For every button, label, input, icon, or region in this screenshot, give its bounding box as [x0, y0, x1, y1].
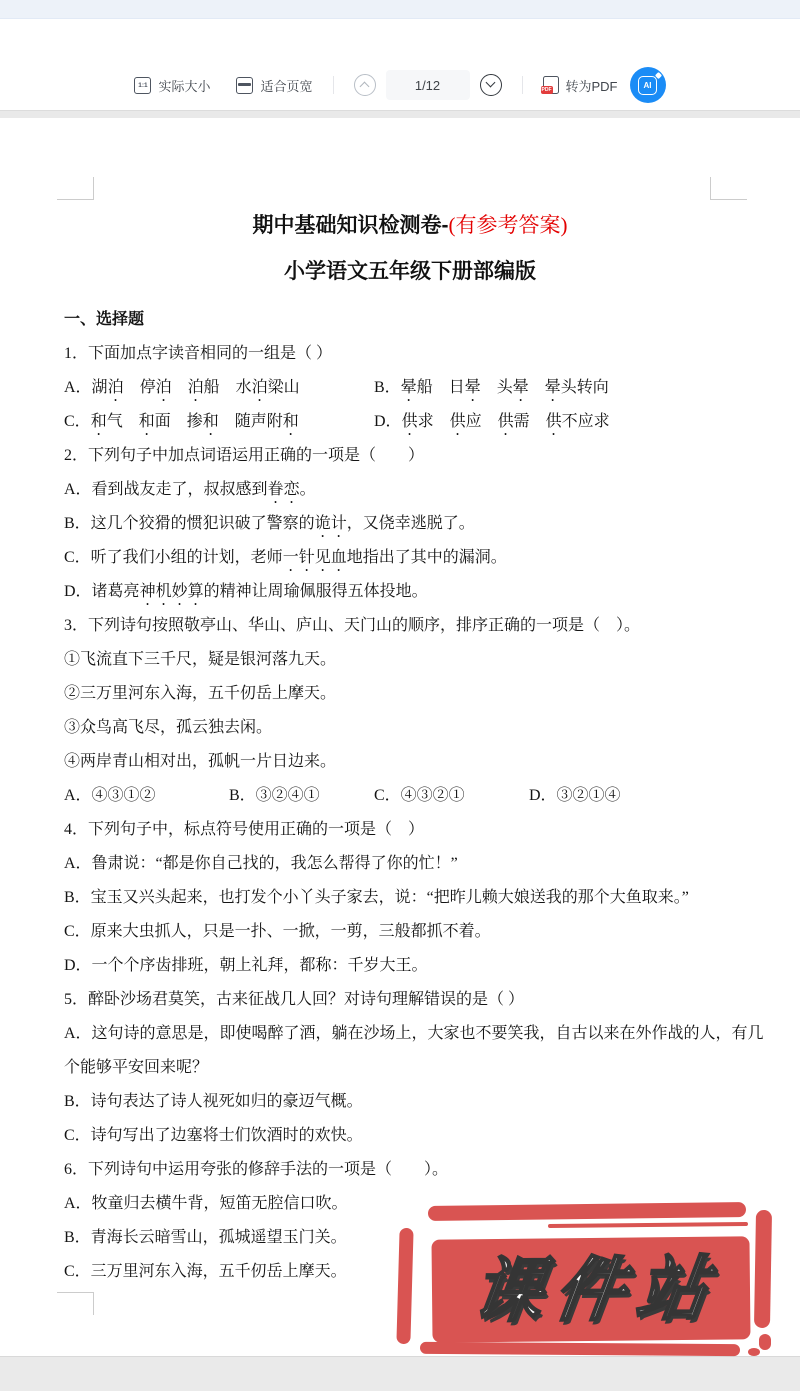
- question-list: [64, 303, 764, 1289]
- option-cell: D．供求 供应 供需 供不应求: [374, 413, 610, 430]
- page-margin-mark: [57, 177, 94, 200]
- stamp-border: [748, 1348, 760, 1356]
- document-subtitle: 小学语文五年级下册部编版: [284, 260, 536, 283]
- question-line: 6．下列诗句中运用夸张的修辞手法的一项是（ ）。: [64, 1161, 449, 1178]
- actual-size-icon: 1:1: [134, 77, 151, 94]
- question-line: A．牧童归去横牛背，短笛无腔信口吹。: [64, 1195, 348, 1212]
- fit-width-button[interactable]: [236, 76, 312, 95]
- question-line: D．诸葛亮神机妙算的精神让周瑜佩服得五体投地。: [64, 583, 428, 600]
- actual-size-button[interactable]: [134, 76, 210, 95]
- stamp-border: [759, 1334, 771, 1350]
- question-line: A．看到战友走了，叔叔感到眷恋。: [64, 481, 316, 498]
- document-page: [0, 118, 800, 1356]
- title-answer-note: (有参考答案): [448, 213, 568, 237]
- question-line: 1．下面加点字读音相同的一组是（ ）: [64, 345, 333, 362]
- document-title: [64, 202, 756, 249]
- option-cell: B．③②④①: [229, 787, 320, 804]
- option-cell: A．湖泊 停泊 泊船 水泊梁山: [64, 379, 300, 396]
- question-line: ④两岸青山相对出，孤帆一片日边来。: [64, 753, 337, 770]
- stamp-border: [428, 1202, 746, 1221]
- option-cell: A．④③①②: [64, 787, 156, 804]
- question-line: A．鲁肃说：“都是你自己找的，我怎么帮得了你的忙！”: [64, 855, 458, 872]
- question-line: C．原来大虫抓人，只是一扑、一掀，一剪，三般都抓不着。: [64, 923, 491, 940]
- kejianzhan-stamp: [398, 1194, 790, 1356]
- question-line: B．这几个狡猾的惯犯识破了警察的诡计，又侥幸逃脱了。: [64, 515, 475, 532]
- toolbar-separator: [333, 76, 334, 94]
- question-line: C．三万里河东入海，五千仞岳上摩天。: [64, 1263, 347, 1280]
- stamp-text: 课件站: [467, 1249, 725, 1330]
- stamp-border: [420, 1342, 740, 1356]
- convert-to-pdf-label: 转为PDF: [565, 78, 618, 94]
- question-line: 4．下列句子中，标点符号使用正确的一项是（ ）: [64, 821, 425, 838]
- question-line: [64, 779, 756, 813]
- question-line: 个能够平安回来呢？: [64, 1059, 209, 1076]
- ai-icon: AI: [638, 76, 657, 95]
- question-line: ②三万里河东入海，五千仞岳上摩天。: [64, 685, 337, 702]
- option-cell: C．④③②①: [374, 787, 465, 804]
- next-page-button[interactable]: [480, 74, 502, 96]
- question-line: ①飞流直下三千尺，疑是银河落九天。: [64, 651, 337, 668]
- question-line: [64, 371, 756, 405]
- toolbar-separator: [522, 76, 523, 94]
- convert-to-pdf-button[interactable]: [543, 76, 618, 95]
- question-line: ③众鸟高飞尽，孤云独去闲。: [64, 719, 273, 736]
- stamp-border: [754, 1210, 772, 1328]
- pdf-document-icon: [543, 76, 559, 94]
- document-content: [64, 202, 764, 1289]
- page-margin-mark: [57, 1292, 94, 1315]
- ai-assistant-button[interactable]: [630, 67, 666, 103]
- question-line: [64, 405, 756, 439]
- fit-width-label: 适合页宽: [260, 78, 313, 94]
- actual-size-label: 实际大小: [158, 78, 211, 94]
- browser-top-strip: [0, 0, 800, 19]
- question-line: B．青海长云暗雪山，孤城遥望玉门关。: [64, 1229, 347, 1246]
- question-line: 5．醉卧沙场君莫笑，古来征战几人回？对诗句理解错误的是（ ）: [64, 991, 525, 1008]
- option-cell: D．③②①④: [529, 787, 621, 804]
- option-cell: B．晕船 日晕 头晕 晕头转向: [374, 379, 609, 396]
- question-line: 2．下列句子中加点词语运用正确的一项是（ ）: [64, 447, 425, 464]
- page-indicator[interactable]: 1/12: [386, 70, 470, 100]
- previous-page-button[interactable]: [354, 74, 376, 96]
- chevron-up-icon: [359, 82, 369, 92]
- question-line: A．这句诗的意思是，即使喝醉了酒，躺在沙场上，大家也不要笑我，自古以来在外作战的人，有几: [64, 1025, 764, 1042]
- viewer-toolbar: [0, 60, 800, 110]
- option-cell: C．和气 和面 掺和 随声附和: [64, 413, 299, 430]
- title-main: 期中基础知识检测卷-: [252, 214, 449, 237]
- page-margin-mark: [710, 177, 747, 200]
- stamp-body: [431, 1236, 750, 1342]
- question-line: C．听了我们小组的计划，老师一针见血地指出了其中的漏洞。: [64, 549, 507, 566]
- page-gap: [0, 1356, 800, 1391]
- question-line: B．诗句表达了诗人视死如归的豪迈气概。: [64, 1093, 363, 1110]
- stamp-border: [396, 1228, 413, 1344]
- stamp-border: [548, 1222, 748, 1228]
- question-line: C．诗句写出了边塞将士们饮酒时的欢快。: [64, 1127, 363, 1144]
- question-line: B．宝玉又兴头起来，也打发个小丫头子家去，说：“把昨儿赖大娘送我的那个大鱼取来。”: [64, 889, 689, 906]
- chevron-down-icon: [485, 78, 495, 88]
- question-line: D．一个个序齿排班，朝上礼拜，都称：千岁大王。: [64, 957, 428, 974]
- section-heading: 一、选择题: [64, 311, 145, 328]
- pdf-badge: PDF: [541, 87, 552, 93]
- fit-width-icon: [236, 77, 253, 94]
- question-line: 3．下列诗句按照敬亭山、华山、庐山、天门山的顺序，排序正确的一项是（ ）。: [64, 617, 641, 634]
